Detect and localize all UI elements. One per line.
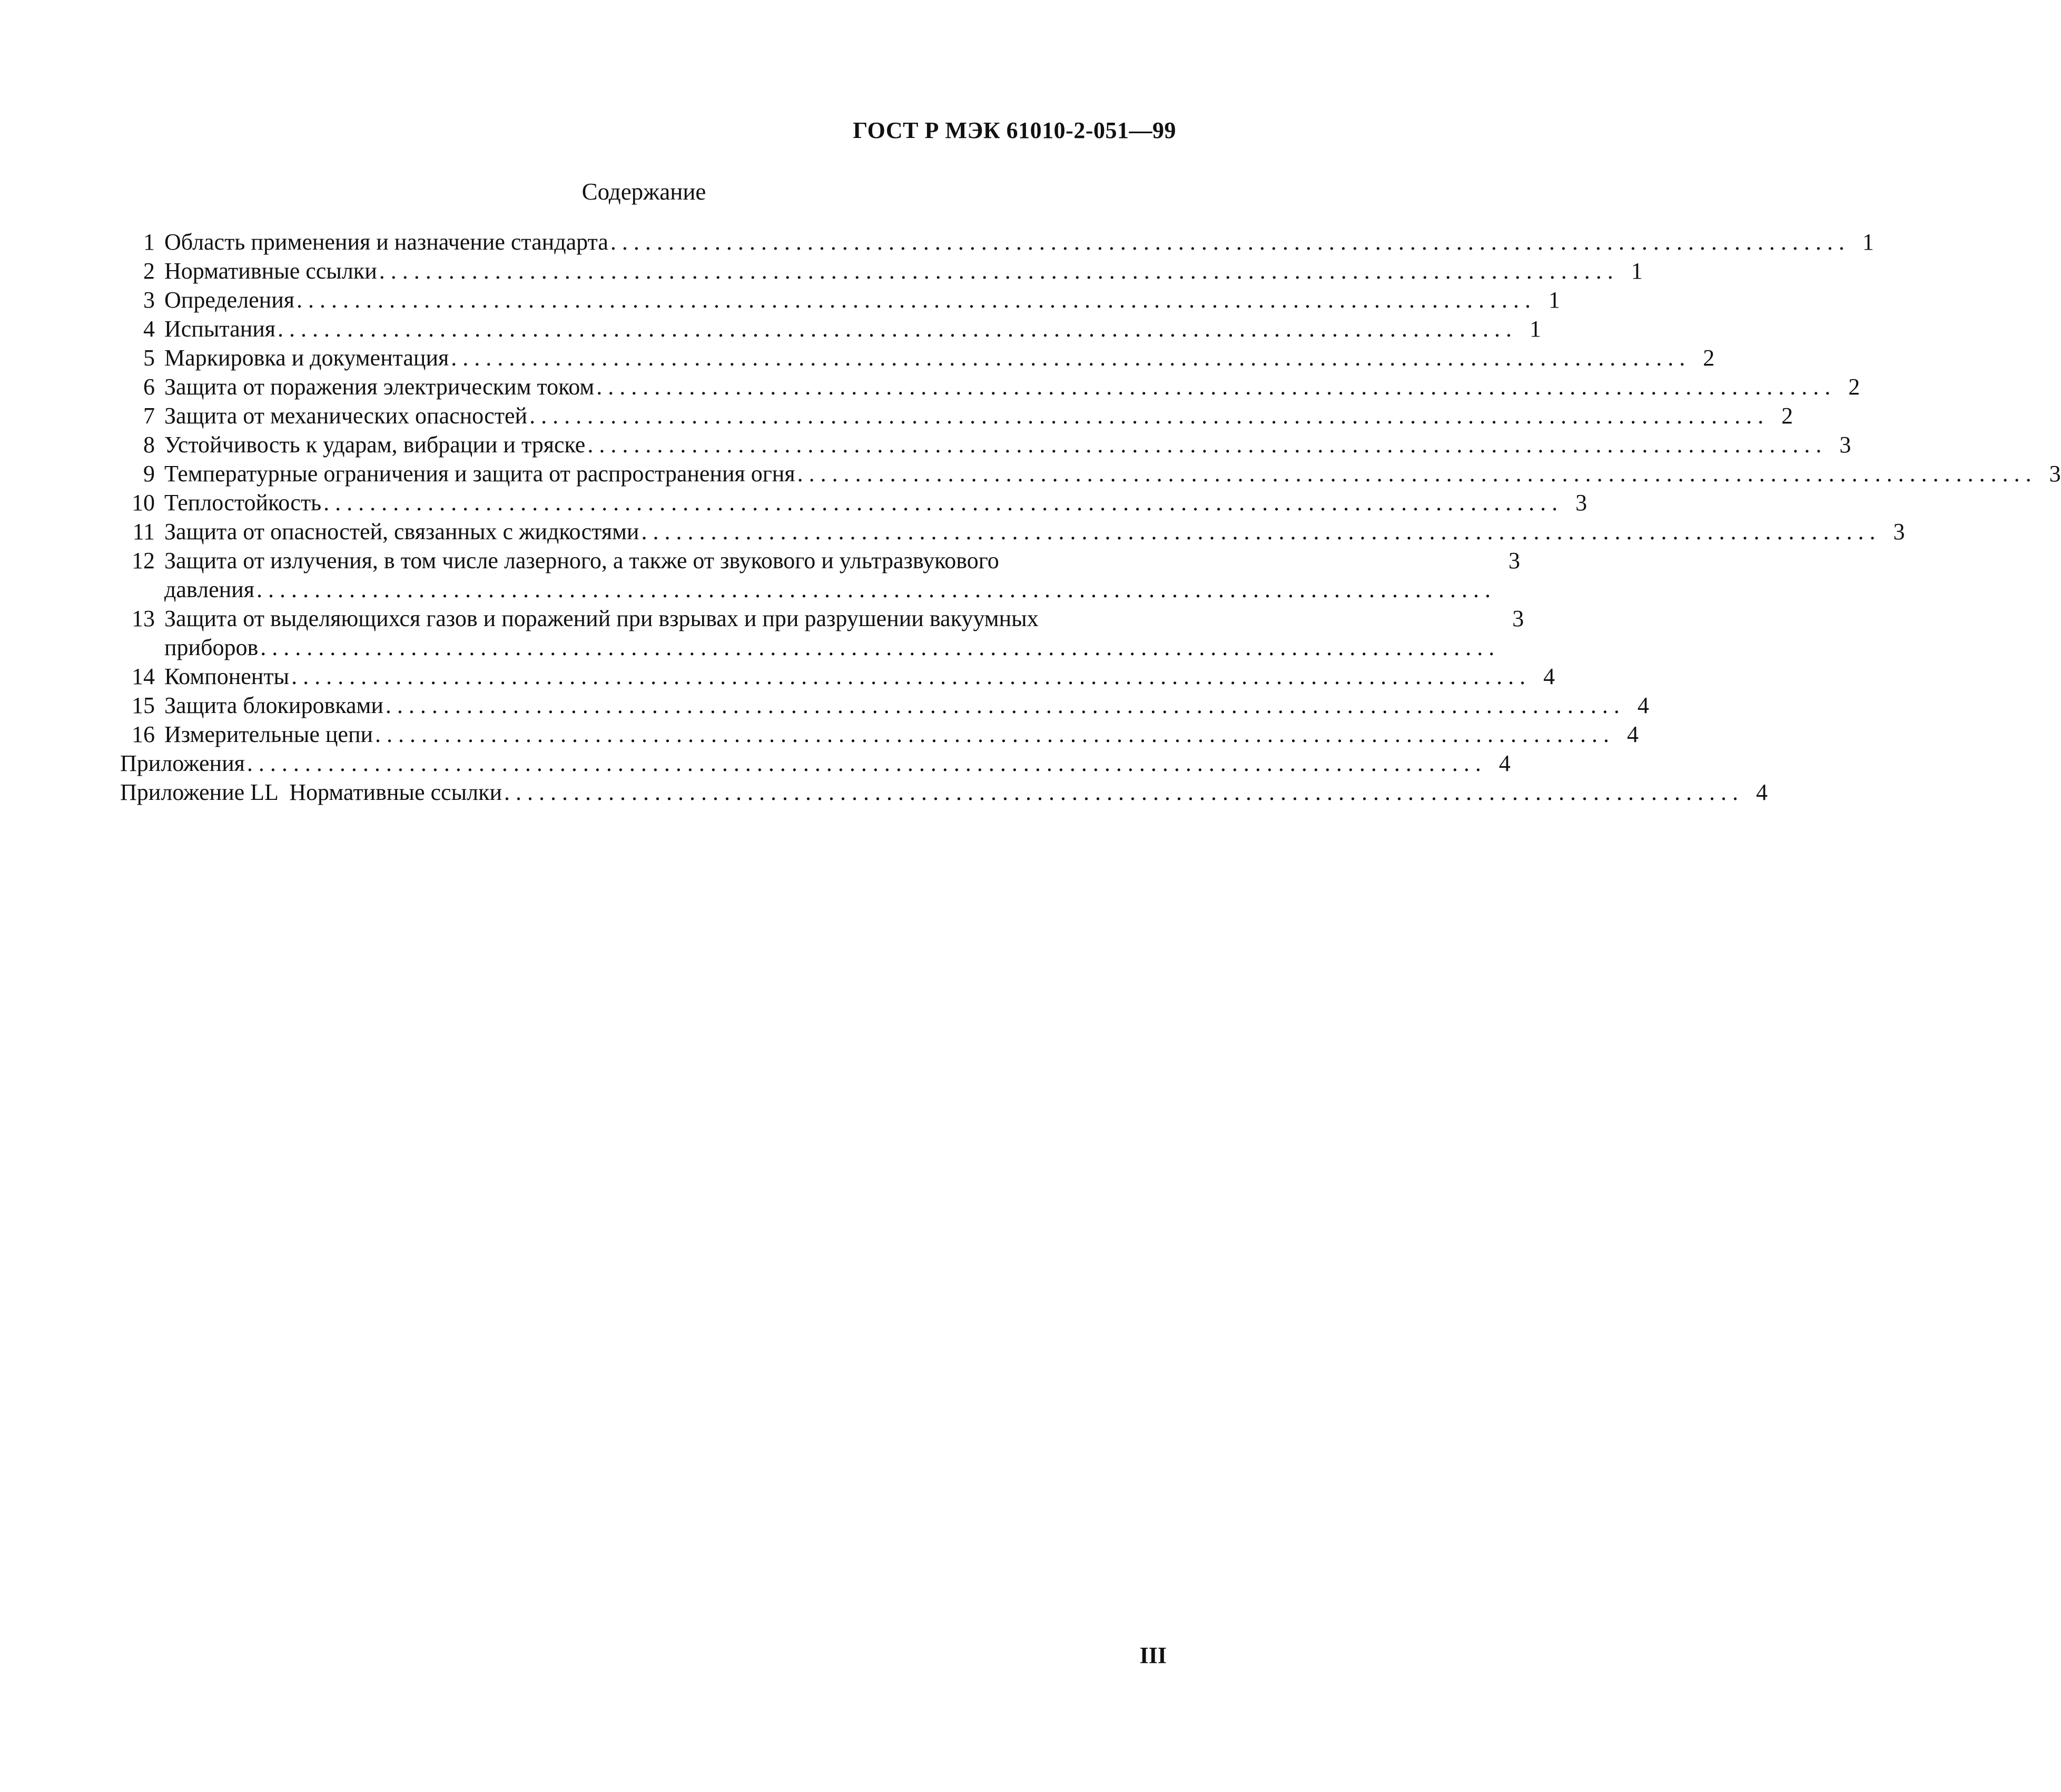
dot-leader [587, 430, 1821, 459]
toc-entry[interactable] [120, 459, 2061, 488]
dot-leader [260, 633, 1494, 662]
dot-leader [386, 691, 1620, 720]
table-of-contents [120, 227, 2061, 807]
toc-entry[interactable] [120, 227, 1874, 256]
toc-entry-page: 3 [1839, 432, 1851, 458]
toc-entry-page: 3 [2049, 461, 2061, 487]
toc-entry-number: 8 [143, 432, 155, 458]
toc-entry-number: 14 [132, 664, 155, 689]
toc-entry-page: 1 [1862, 229, 1874, 255]
toc-entry[interactable] [120, 372, 1860, 401]
toc-entry-title: Область применения и назначение стандарта [164, 229, 608, 255]
toc-entry-page: 1 [1549, 287, 1561, 313]
toc-entry-number: 9 [143, 461, 155, 487]
toc-entry[interactable] [120, 285, 1561, 314]
toc-entry-page: 3 [1575, 490, 1587, 516]
toc-entry-title: Защита от поражения электрическим током [164, 374, 595, 400]
dot-leader [504, 778, 1738, 807]
toc-entry[interactable] [120, 546, 1520, 604]
dot-leader [610, 227, 1845, 256]
toc-entry[interactable] [120, 430, 1851, 459]
toc-entry-title: давления [164, 577, 254, 602]
toc-entry-number: 6 [143, 374, 155, 400]
toc-entry-number: 7 [143, 403, 155, 429]
dot-leader [596, 372, 1830, 401]
toc-entry-title: Определения [164, 287, 295, 313]
toc-entry-number: 16 [132, 721, 155, 747]
toc-entry-title: Компоненты [164, 664, 290, 689]
toc-entry-title: Защита от опасностей, связанных с жидкостями [164, 519, 639, 544]
toc-entry[interactable] [120, 488, 1587, 517]
toc-entry-title: Устойчивость к ударам, вибрации и тряске [164, 432, 586, 458]
toc-entry-title: Защита блокировками [164, 692, 383, 718]
page-number: III [1139, 1642, 1167, 1668]
toc-title: Содержание [581, 179, 706, 205]
dot-leader [375, 720, 1609, 749]
toc-entry-title: Испытания [164, 316, 276, 342]
toc-entry-title: Теплостойкость [164, 490, 322, 516]
toc-entry-page: 4 [1543, 664, 1555, 689]
toc-entry-number: 11 [132, 519, 155, 544]
dot-leader [247, 749, 1481, 778]
toc-entry-page: 3 [1512, 606, 1524, 631]
toc-entry-number: 10 [132, 490, 155, 516]
toc-entry-title: Приложение LL Нормативные ссылки [120, 779, 502, 805]
toc-entry-page: 2 [1848, 374, 1860, 400]
toc-entry[interactable] [120, 604, 1524, 662]
toc-entry-title: Приложения [120, 750, 245, 776]
dot-leader [291, 662, 1525, 691]
toc-entry-title: Защита от механических опасностей [164, 403, 528, 429]
toc-entry-number: 2 [143, 258, 155, 284]
toc-entry-title: Нормативные ссылки [164, 258, 377, 284]
toc-entry[interactable] [120, 314, 1542, 343]
toc-entry-number: 5 [143, 345, 155, 371]
toc-entry-title-line1: Защита от излучения, в том числе лазерного, а также от звукового и ультразвукового [164, 548, 999, 573]
toc-entry-title: Измерительные цепи [164, 721, 373, 747]
dot-leader [451, 343, 1685, 372]
dot-leader [257, 575, 1491, 604]
toc-entry-number: 1 [143, 229, 155, 255]
toc-entry-title-line1: Защита от выделяющихся газов и поражений при взрывах и при разрушении вакуумных [164, 606, 1039, 631]
toc-entry[interactable] [120, 343, 1715, 372]
toc-entry-page: 1 [1631, 258, 1643, 284]
toc-entry-appendices[interactable] [120, 749, 1511, 778]
toc-entry[interactable] [120, 662, 1555, 691]
dot-leader [641, 517, 1875, 546]
document-id-header: ГОСТ Р МЭК 61010-2-051—99 [853, 117, 1176, 143]
toc-entry[interactable] [120, 401, 1793, 430]
toc-entry-page: 4 [1498, 750, 1511, 776]
toc-entry-page: 2 [1703, 345, 1715, 371]
toc-entry-page: 4 [1637, 692, 1649, 718]
dot-leader [323, 488, 1557, 517]
toc-entry-number: 15 [132, 692, 155, 718]
toc-entry-number: 3 [143, 287, 155, 313]
toc-entry-page: 4 [1756, 779, 1768, 805]
toc-entry[interactable] [120, 720, 1639, 749]
toc-entry-title: Температурные ограничения и защита от распространения огня [164, 461, 795, 487]
toc-entry-title: Маркировка и документация [164, 345, 449, 371]
toc-entry-number: 12 [132, 548, 155, 573]
toc-entry-title: приборов [164, 635, 259, 660]
toc-entry-appendix-ll[interactable] [120, 778, 1768, 807]
toc-entry[interactable] [120, 517, 1905, 546]
toc-entry-page: 2 [1781, 403, 1793, 429]
dot-leader [529, 401, 1763, 430]
toc-entry-number: 4 [143, 316, 155, 342]
toc-entry-page: 4 [1627, 721, 1639, 747]
dot-leader [297, 285, 1531, 314]
toc-entry[interactable] [120, 256, 1643, 285]
toc-entry-page: 3 [1893, 519, 1905, 544]
dot-leader [797, 459, 2032, 488]
toc-entry[interactable] [120, 691, 1649, 720]
toc-entry-page: 1 [1530, 316, 1542, 342]
toc-entry-page: 3 [1508, 548, 1520, 573]
dot-leader [379, 256, 1613, 285]
dot-leader [278, 314, 1512, 343]
toc-entry-number: 13 [132, 606, 155, 631]
